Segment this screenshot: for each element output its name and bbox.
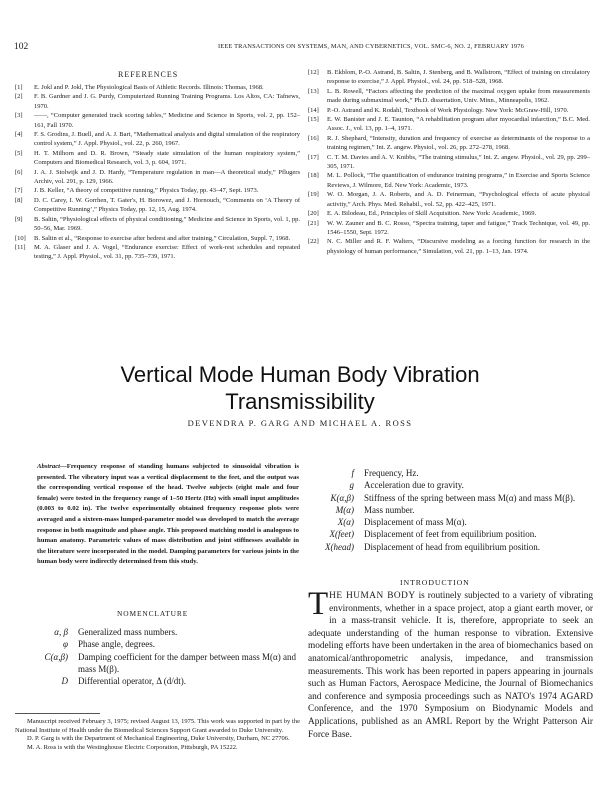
nomenclature-item [308, 467, 593, 479]
reference-text: P.-O. Astrand and K. Rodahl, Textbook of Work Physiology. New York: McGraw-Hill, 1970. [327, 106, 569, 114]
reference-item [308, 219, 590, 238]
nomenclature-item [30, 675, 300, 687]
reference-text: R. J. Shephard, “Intensity, duration and frequency of exercise as determinants of the response to a training regimen,” Int. Z. angew. Physiol., vol. 26, pp. 272–278, 1968. [327, 134, 590, 152]
reference-text: M. L. Pollock, “The quantification of endurance training programs,” in Exercise and Sports Science Reviews, J. Wilmore, Ed. New York: Academic, 1973. [327, 172, 590, 189]
reference-number: [3] [15, 112, 23, 120]
footnotes [15, 718, 300, 752]
paper-title [0, 361, 600, 415]
reference-text: E. W. Banister and J. E. Taunton, “A rehabilitation program after myocardial infarction,” B.C. Med. Assoc. J., vol. 13, pp. 1–4, 1971. [327, 116, 590, 133]
reference-number: [13] [308, 87, 319, 95]
reference-text: ——, “Computer generated track scoring tables,” Medicine and Science in Sports, vol. 2, pp. 152–161, Fall 1970. [34, 112, 300, 129]
reference-number: [9] [15, 215, 23, 223]
nomenclature-symbol: g [349, 480, 354, 491]
reference-item [15, 130, 300, 149]
reference-number: [2] [15, 93, 23, 101]
reference-number: [15] [308, 116, 319, 124]
reference-item [15, 196, 300, 215]
nomenclature-definition: Displacement of head from equilibrium position. [364, 541, 540, 552]
reference-item [308, 106, 590, 115]
reference-item [308, 153, 590, 172]
nomenclature-definition: Acceleration due to gravity. [364, 480, 464, 491]
reference-number: [18] [308, 172, 319, 180]
reference-item [308, 87, 590, 106]
nomenclature-definition: Generalized mass numbers. [78, 627, 178, 637]
nomenclature-item [308, 492, 593, 504]
references-heading: REFERENCES [118, 70, 179, 79]
footnote: Manuscript received February 3, 1975; revised August 13, 1975. This work was supported in part by the National Institute of Health under the Biomedical Sciences Support Grant awarded to Duke University. [15, 718, 300, 734]
reference-text: B. Saltin et al., “Response to exercise after bedrest and after training,” Circulation, Suppl. 7, 1968. [34, 234, 291, 242]
nomenclature-definition: Differential operator, Δ (d/dt). [78, 676, 186, 687]
reference-item [15, 149, 300, 168]
reference-item [308, 171, 590, 190]
reference-number: [21] [308, 219, 319, 227]
reference-item [15, 234, 300, 243]
nomenclature-symbol: φ [63, 639, 68, 650]
reference-number: [10] [15, 234, 26, 242]
reference-number: [8] [15, 196, 23, 204]
nomenclature-definition: Frequency, Hz. [364, 468, 419, 478]
nomenclature-symbol: X(α) [337, 517, 354, 528]
footnote: D. P. Garg is with the Department of Mechanical Engineering, Duke University, Durham, NC 27706. [27, 735, 290, 743]
nomenclature-item [308, 528, 593, 540]
nomenclature-item [308, 504, 593, 516]
reference-text: N. C. Miller and R. F. Walters, “Discursive modeling as a forcing function for research in the physiology of human performance,” Simulation, vol. 21, pp. 1–13, Jan. 1974. [327, 238, 590, 255]
reference-text: B. Ekblom, P.-O. Astrand, B. Saltin, J. Stenberg, and B. Wallstrom, “Effect of training on circulatory response to exercise,” J. Appl. Physiol., vol. 24, pp. 518–528, 1968. [327, 69, 590, 86]
reference-text: J. B. Keller, “A theory of competitive running,” Physics Today, pp. 43–47, Sept. 1973. [34, 187, 259, 195]
reference-number: [12] [308, 69, 319, 76]
reference-text: D. C. Carey, I. W. Gorrhen, T. Gater's, H. Borowez, and J. Hornouch, “Comments on ‘A Theory of Competitive Running’,” Physics Today, pp. 12, 15, Aug. 1974. [34, 196, 300, 214]
reference-text: E. A. Bilodeau, Ed., Principles of Skill Acquisition. New York: Academic, 1969. [327, 210, 537, 218]
footnote-rule [15, 713, 100, 714]
reference-number: [14] [308, 106, 319, 114]
reference-item [15, 243, 300, 262]
reference-text: F. S. Grodins, J. Buell, and A. J. Bart, “Mathematical analysis and digital simulation of the respiratory control system,” J. Appl. Physiol., vol. 22, p. 260, 1967. [34, 131, 300, 148]
reference-item [308, 115, 590, 134]
reference-text: H. T. Milhorn and D. R. Brown, “Steady state simulation of the human respiratory system,” Computers and Biomedical Research, vol. 3, p. 604, 1971. [34, 149, 300, 167]
reference-item [15, 186, 300, 195]
reference-text: W. W. Zauner and B. C. Rosso, “Spectra training, taper and fatigue,” Track Technique, vol. 49, pp. 1546–1550, Sept. 1972. [327, 219, 590, 236]
nomenclature-item [308, 479, 593, 491]
nomenclature-symbol: X(head) [325, 541, 354, 552]
reference-item [308, 68, 590, 87]
nomenclature-definition: Displacement of feet from equilibrium position. [364, 529, 537, 540]
reference-item [15, 111, 300, 130]
nomenclature-symbol: α, β [54, 627, 68, 637]
reference-number: [22] [308, 238, 319, 246]
journal-header: IEEE TRANSACTIONS ON SYSTEMS, MAN, AND CYBERNETICS, VOL. SMC-6, NO. 2, FEBRUARY 1976 [218, 43, 524, 50]
footnote: M. A. Ross is with the Westinghouse Electric Corporation, Pittsburgh, PA 15222. [27, 743, 238, 751]
reference-number: [5] [15, 149, 23, 157]
introduction-heading: INTRODUCTION [400, 578, 470, 587]
nomenclature-symbol: C(α,β) [44, 651, 68, 662]
nomenclature-item [30, 626, 300, 638]
nomenclature-right [308, 467, 593, 553]
nomenclature-item [30, 638, 300, 650]
reference-number: [17] [308, 153, 319, 161]
reference-item [15, 83, 300, 92]
abstract-lead: Abstract [37, 463, 61, 470]
reference-text: J. A. J. Stolwijk and J. D. Hardy, “Temperature regulation in man—A theoretical study,” Pflugers Archiv, vol. 291, p. 129, 1966. [34, 168, 300, 186]
abstract [37, 462, 299, 568]
reference-item [308, 190, 590, 209]
authors: DEVENDRA P. GARG AND MICHAEL A. ROSS [187, 418, 413, 428]
reference-item [15, 168, 300, 187]
abstract-text: —Frequency response of standing humans subjected to sinusoidal vibration is presented. The vibratory input was a vertical displacement to the feet, and the output was the corresponding vertical response of the head. Twelve subjects (eight male and four female) were tested in the frequency range of 1–50 Hertz (Hz) with small input amplitudes (0.003 to 0.02 in). The twelve experimentally obtained frequency response plots were averaged and a sixteen-mass lumped-parameter model was developed to match the average response in both magnitude and phase angle. This proposed matching model is analogous to human anatomy. Parametric values of mass distribution and joint stiffnesses available in the literature were incorporated in the model. Damping parameters for various joints in the human body were indirectly determined from this study. [37, 463, 299, 566]
nomenclature-symbol: M(α) [335, 504, 354, 515]
nomenclature-definition: Stiffness of the spring between mass M(α) and mass M(β). [364, 492, 576, 503]
nomenclature-definition: Damping coefficient for the damper between mass M(α) and mass M(β). [78, 651, 296, 674]
nomenclature-heading: NOMENCLATURE [117, 609, 189, 618]
reference-text: L. B. Rowell, “Factors affecting the prediction of the maximal oxygen uptake from measurements made during submaximal work,” Ph.D. dissertation, Univ. Minn., Minneapolis, 1962. [327, 87, 590, 105]
nomenclature-item [308, 516, 593, 528]
reference-number: [1] [15, 84, 23, 91]
reference-number: [4] [15, 131, 23, 139]
reference-text: F. B. Gardner and J. G. Purdy, Computerized Running Training Programs. Los Altos, CA: Tafnews, 1970. [34, 93, 300, 110]
reference-number: [6] [15, 168, 23, 176]
page-number: 102 [14, 42, 29, 52]
nomenclature-symbol: X(feet) [329, 529, 354, 540]
nomenclature-item [30, 651, 300, 676]
reference-text: E. Jokl and P. Jokl, The Physiological Basis of Athletic Records. Illinois: Thomas, 1968. [34, 84, 264, 91]
title-line-1: Vertical Mode Human Body Vibration [120, 362, 480, 387]
references-left-column [15, 83, 300, 262]
reference-text: C. T. M. Davies and A. V. Knibbs, “The training stimulus,” Int. Z. angew. Physiol., vol. 29, pp. 299–305, 1971. [327, 153, 590, 171]
reference-number: [20] [308, 210, 319, 218]
reference-number: [19] [308, 191, 319, 199]
reference-text: W. O. Morgan, J. A. Roberts, and A. D. Feinerman, “Psychological effects of acute physical activity,” Arch. Phys. Med. Rehabil., vol. 52, pp. 422–425, 1971. [327, 191, 590, 208]
nomenclature-symbol: K(α,β) [330, 492, 354, 503]
nomenclature-definition: Displacement of mass M(α). [364, 517, 467, 528]
nomenclature-definition: Phase angle, degrees. [78, 639, 155, 650]
intro-text: is routinely subjected to a variety of vibrating environments, whether in a space project, atop a giant earth mover, or in a mass-transit vehicle. It is, therefore, appropriate to seek an adequate understanding of the human response to vibration. Extensive modeling efforts have been undertaken in the area of biomechanics based on anatomical/anthropometric analysis, impedance, and transmission measurements. This work has been reported in papers appearing in journals such as Human Factors, Aerospace Medicine, the Journal of Biomechanics and conference and symposia proceedings such as NATO's 1974 AGARD Conference, and the 1970 Symposium on Biodynamic Models and Applications, published as an AMRL Report by the Wright Patterson Air Force Base. [308, 591, 593, 740]
dropcap: T [308, 586, 329, 622]
reference-item [308, 237, 590, 256]
references-right-column [308, 68, 590, 256]
reference-number: [7] [15, 187, 23, 195]
reference-text: B. Saltin, “Physiological effects of physical conditioning,” Medicine and Science in Sports, vol. 1, pp. 50–56, Mar. 1969. [34, 215, 300, 233]
nomenclature-symbol: D [61, 676, 68, 687]
nomenclature-left [30, 626, 300, 687]
reference-item [15, 215, 300, 234]
reference-number: [11] [15, 243, 26, 251]
reference-item [308, 134, 590, 153]
nomenclature-item [308, 541, 593, 553]
reference-item [308, 209, 590, 218]
reference-text: M. A. Glaser and J. A. Vogel, “Endurance exercise: Effect of work-rest schedules and repeated testing,” J. Appl. Physiol., vol. 31, pp. 735–739, 1971. [34, 243, 300, 261]
nomenclature-symbol: f [351, 468, 354, 478]
intro-lead-caps: HE HUMAN BODY [329, 591, 416, 601]
introduction-body [308, 586, 593, 741]
reference-number: [16] [308, 134, 319, 142]
reference-item [15, 92, 300, 111]
nomenclature-definition: Mass number. [364, 504, 415, 515]
title-line-2: Transmissibility [225, 389, 375, 414]
